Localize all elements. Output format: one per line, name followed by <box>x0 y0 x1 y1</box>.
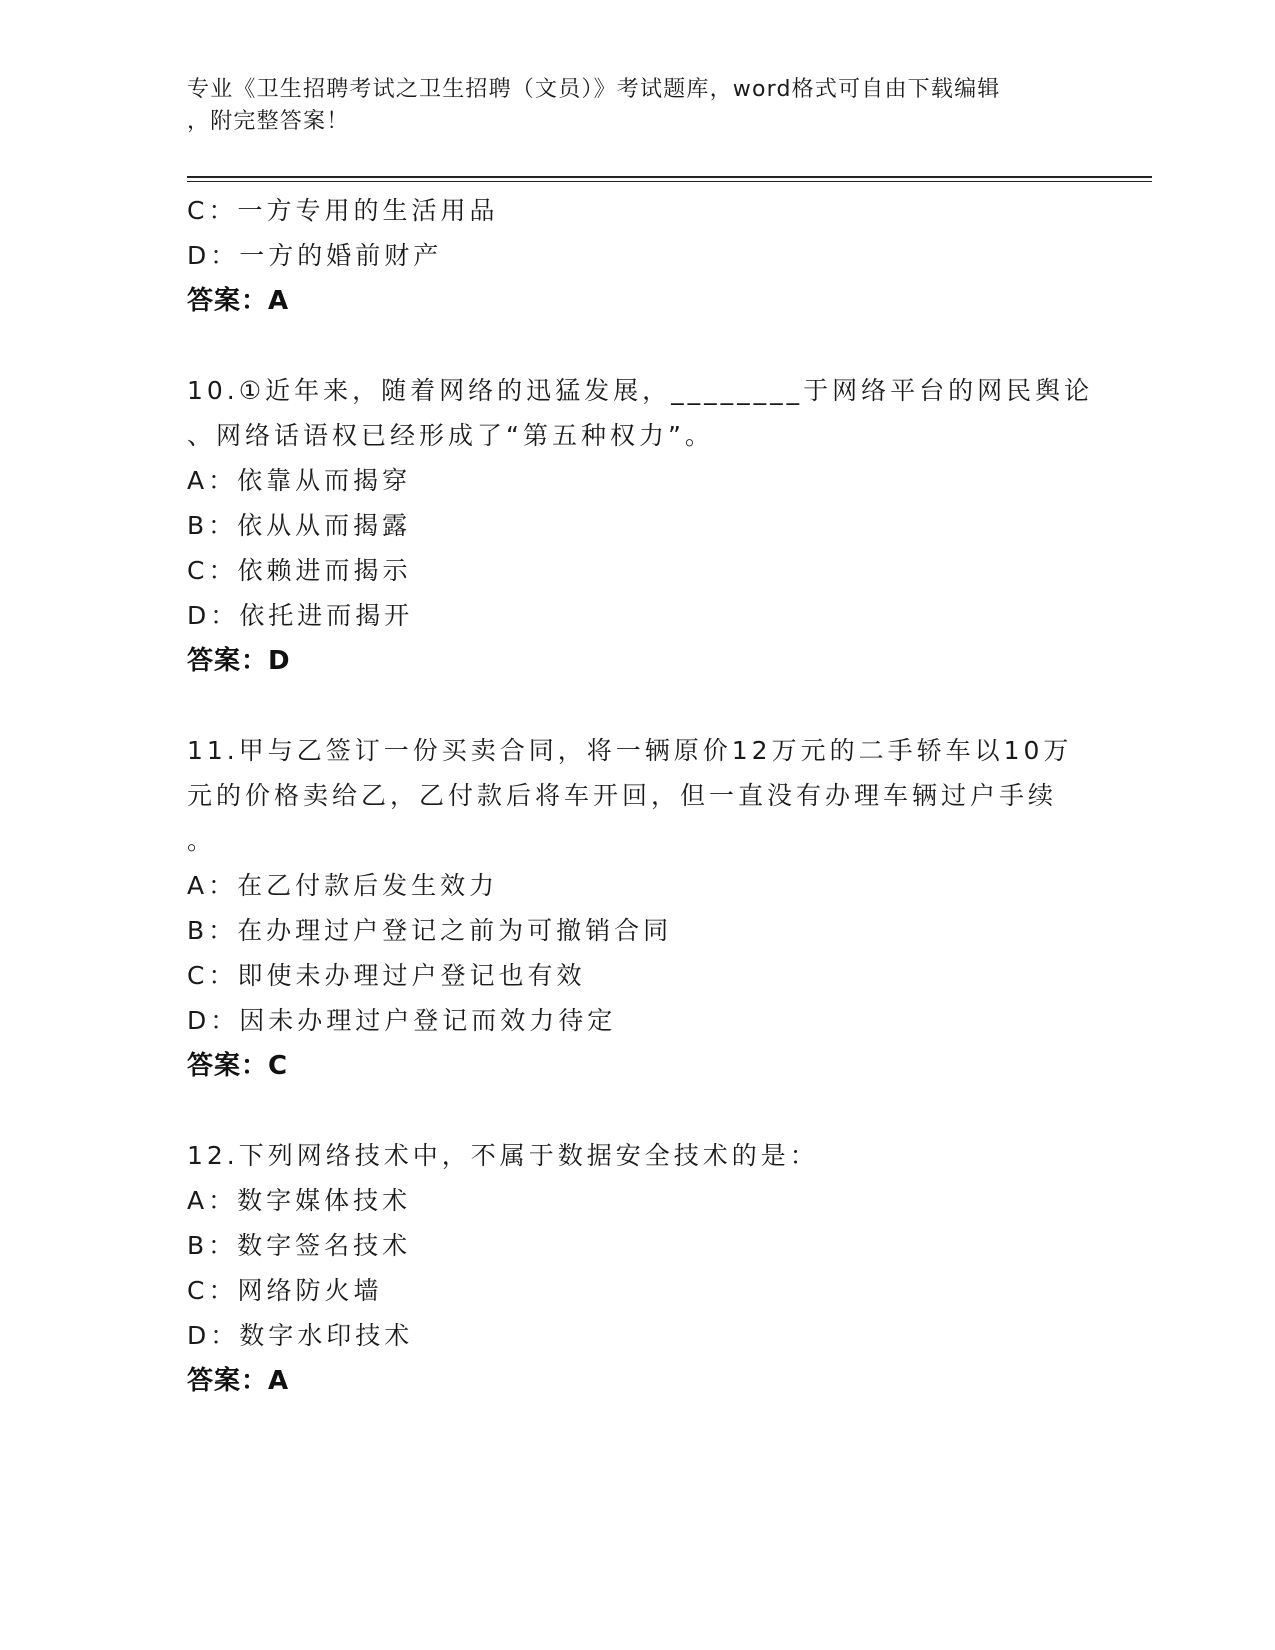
option-c: C：即使未办理过户登记也有效 <box>187 961 586 990</box>
option-d: D：一方的婚前财产 <box>187 241 443 270</box>
option-c: C：依赖进而揭示 <box>187 556 412 585</box>
option-a: A：在乙付款后发生效力 <box>187 871 499 900</box>
option-d: D：数字水印技术 <box>187 1321 414 1350</box>
header-line-2: ，附完整答案！ <box>187 109 350 134</box>
question-stem-line: 。 <box>187 826 217 855</box>
question-stem-line: 元的价格卖给乙，乙付款后将车开回，但一直没有办理车辆过户手续 <box>187 781 1058 810</box>
question-stem-line: 12.下列网络技术中，不属于数据安全技术的是： <box>187 1141 819 1170</box>
question-11 <box>187 728 1087 1089</box>
answer-label: 答案：A <box>187 1366 290 1396</box>
question-12 <box>187 1133 1087 1404</box>
header-line-1: 专业《卫生招聘考试之卫生招聘（文员）》考试题库，word格式可自由下载编辑 <box>187 77 1001 102</box>
question-continued <box>187 188 1087 324</box>
option-d: D：依托进而揭开 <box>187 601 414 630</box>
header-divider-top <box>187 176 1152 178</box>
question-stem-line: 10.①近年来，随着网络的迅猛发展，________于网络平台的网民舆论 <box>187 376 1094 405</box>
question-10 <box>187 368 1094 684</box>
option-d: D：因未办理过户登记而效力待定 <box>187 1006 617 1035</box>
question-stem-line: 、网络话语权已经形成了“第五种权力”。 <box>187 421 714 450</box>
answer-label: 答案：A <box>187 286 290 316</box>
option-b: B：依从从而揭露 <box>187 511 412 540</box>
option-c: C：一方专用的生活用品 <box>187 196 499 225</box>
question-stem-line: 11.甲与乙签订一份买卖合同，将一辆原价12万元的二手轿车以10万 <box>187 736 1073 765</box>
answer-label: 答案：D <box>187 646 291 676</box>
option-c: C：网络防火墙 <box>187 1276 383 1305</box>
document-header <box>187 74 1067 138</box>
option-b: B：在办理过户登记之前为可撤销合同 <box>187 916 673 945</box>
option-a: A：数字媒体技术 <box>187 1186 412 1215</box>
option-a: A：依靠从而揭穿 <box>187 466 412 495</box>
answer-label: 答案：C <box>187 1051 289 1081</box>
header-divider-bottom <box>187 181 1152 182</box>
question-list <box>187 188 1094 1404</box>
option-b: B：数字签名技术 <box>187 1231 412 1260</box>
